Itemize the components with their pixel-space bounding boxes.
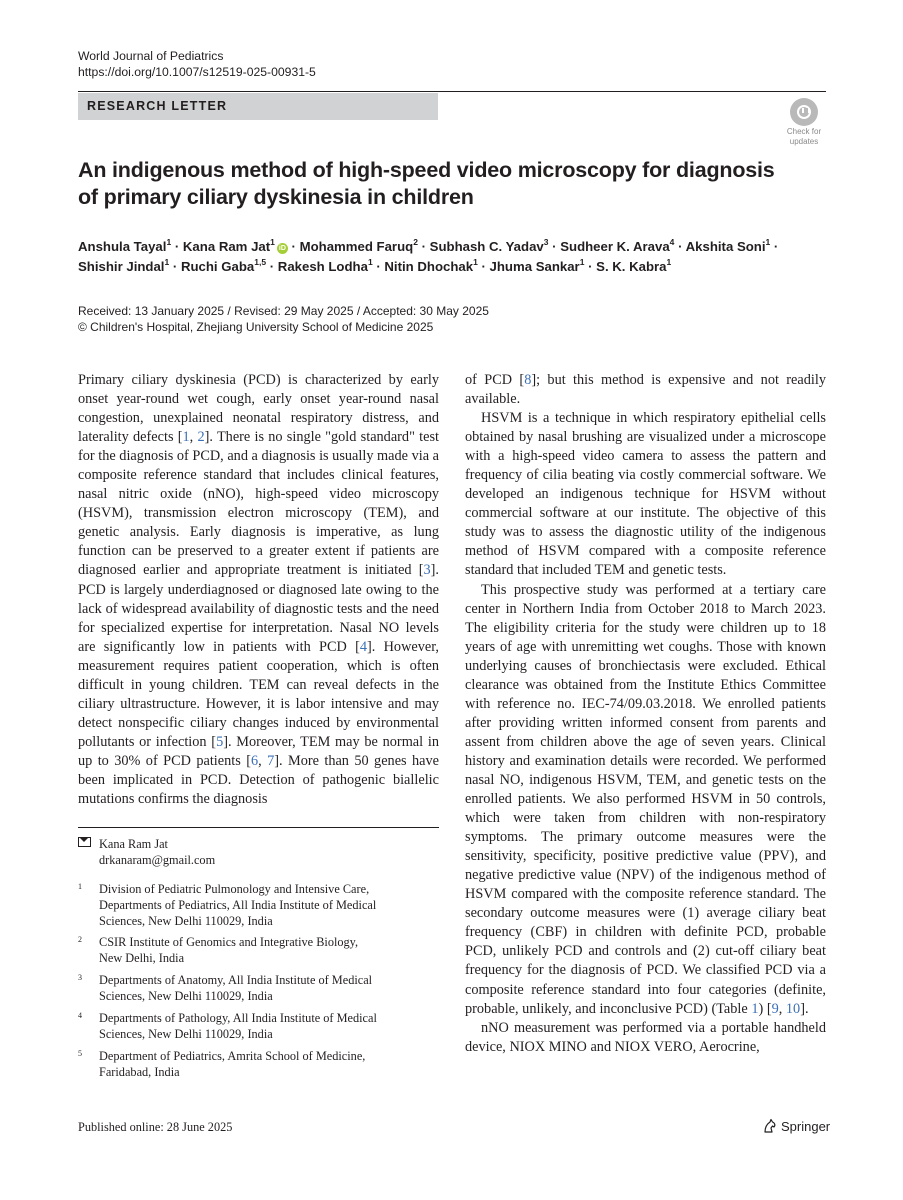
citation-link[interactable]: 1 — [751, 1000, 759, 1017]
author-12[interactable] — [596, 256, 672, 274]
citation-link[interactable]: 8 — [524, 372, 532, 388]
text-run: , — [189, 429, 198, 446]
affiliation-line: Departments of Anatomy, All India Institute of Medical — [99, 973, 373, 987]
author-name: Sudheer K. Arava — [560, 239, 670, 254]
author-affiliation-number: 1 — [166, 236, 172, 247]
citation-link[interactable]: 3 — [423, 562, 431, 579]
citation-link[interactable]: 10 — [785, 1000, 801, 1017]
text-run: This prospective study was performed at a tertiary care center in Northern India from October 2018 to March 2023. The eligibility criteria for the study were children up to 18 years of age with unremitting wet coughs. Those with known underlying causes of bronchiectasis were excluded. Ethical clearance was obtained from the Institute Ethics Committee with reference no. IEC-74/09.03.2018. We enrolled patients after providing written informed consent from parents and assent from children above the age of seven years. Clinical history and examination details were recorded. We performed nasal NO, indigenous HSVM, TEM, and genetic tests on the enrolled patients. We also performed HSVM in 50 controls, which were taken from children with non-respiratory symptoms. The primary outcome measures were the sensitivity, specificity, positive predictive value (PPV), and negative predictive value (NPV) of the indigenous method of HSVM compared with the composite reference standard. The secondary outcome measures were (1) average ciliary beat frequency (CBF) in children with definite PCD, probable PCD, unlikely PCD and controls and (2) cut-off ciliary beat frequency for the diagnosis of PCD. We classified PCD via a composite reference standard into four categories (definite, probable, unlikely, and inconclusive PCD) (Table — [465, 581, 826, 1017]
author-name: Mohammed Faruq — [299, 239, 414, 254]
journal-name: World Journal of Pediatrics — [78, 49, 224, 63]
affiliation-line: CSIR Institute of Genomics and Integrative Biology, — [99, 935, 359, 949]
citation-link[interactable]: 5 — [216, 733, 224, 750]
author-1[interactable] — [78, 236, 172, 254]
author-name: Jhuma Sankar — [489, 259, 580, 274]
author-affiliation-number: 2 — [413, 236, 418, 247]
affiliation-number: 2 — [78, 935, 82, 944]
doi-link[interactable]: https://doi.org/10.1007/s12519-025-00931-5 — [78, 65, 316, 79]
citation-link[interactable]: 7 — [267, 752, 275, 769]
article-dates — [78, 303, 489, 335]
author-name: Kana Ram Jat — [182, 239, 271, 254]
citation-link[interactable]: 4 — [359, 638, 367, 655]
text-run: ]. However, measurement requires patient cooperation, which is often difficult in young children. TEM can reveal defects in the ciliary ultrastructure. However, it is labor intensive and may detect nonspecific ciliary changes induced by environmental pollutants or infection [ — [78, 638, 440, 750]
author-name: Anshula Tayal — [78, 239, 167, 254]
text-run: , — [778, 1000, 786, 1017]
author-10[interactable] — [384, 256, 478, 274]
citation-link[interactable]: 1 — [182, 429, 190, 446]
body-paragraph — [465, 581, 826, 1019]
affiliation-4 — [78, 1010, 439, 1042]
author-list: Anshula Tayal$^1$ · Kana Ram Jat$^1$iD · Mohammed Faruq$^2$ · Subhash C. Yadav$^3$ · Sudheer K. Arava$^4$ · Akshita Soni$^1$ · Shishir Jindal$^1$ · Ruchi Gaba$^{1,5}$ · Rakesh Lodha$^1$ · Nitin Dhochak$^1$ · Jhuma Sankar$^1$ · S. K. Kabra$^1$ — [78, 236, 779, 274]
title-line-2: of primary ciliary dyskinesia in children — [78, 185, 474, 209]
journal-header — [78, 48, 316, 80]
author-affiliation-number: 1 — [579, 256, 585, 267]
affiliation-number: 4 — [78, 1011, 82, 1020]
author-6[interactable] — [685, 236, 771, 254]
affiliation-1 — [78, 881, 439, 929]
author-11[interactable] — [489, 256, 585, 274]
text-run: HSVM is a technique in which respiratory epithelial cells obtained by nasal brushing are visualized under a microscope with a high-speed video camera to assess the pattern and frequency of cilia beating via costly commercial software. We developed an indigenous technique for HSVM without commercial software at our institute. The objective of this study was to assess the diagnostic utility of the indigenous method of HSVM compared with a composite reference standard that included TEM and genetic tests. — [465, 410, 826, 579]
author-affiliation-number: 1 — [765, 236, 771, 247]
affiliation-line: Faridabad, India — [99, 1065, 180, 1079]
affiliation-3 — [78, 972, 439, 1004]
author-name: Akshita Soni — [685, 239, 766, 254]
affiliation-number: 5 — [78, 1049, 82, 1058]
published-date: Published online: 28 June 2025 — [78, 1120, 233, 1134]
affiliation-line: Division of Pediatric Pulmonology and Intensive Care, — [99, 882, 370, 896]
affiliation-5 — [78, 1048, 439, 1080]
text-run: ]. — [800, 1000, 809, 1017]
author-9[interactable] — [277, 256, 373, 274]
corresponding-author: Kana Ram Jat — [99, 837, 168, 851]
affiliation-line: Departments of Pathology, All India Institute of Medical — [99, 1011, 377, 1025]
text-run: nNO measurement was performed via a portable handheld device, NIOX MINO and NIOX VERO, Aerocrine, — [465, 1019, 826, 1055]
corresponding-email[interactable]: drkanaram@gmail.com — [99, 853, 216, 867]
publisher-logo — [762, 1118, 830, 1134]
author-name: Nitin Dhochak — [384, 259, 474, 274]
text-run: ]. PCD is largely underdiagnosed or diagnosed late owing to the lack of widespread availability of diagnostic tests and the need for specialized expertise for interpretation. Nasal NO levels are significantly low in patients with PCD [ — [78, 562, 439, 655]
affiliation-line: Sciences, New Delhi 110029, India — [99, 914, 273, 928]
author-affiliation-number: 1 — [666, 256, 672, 267]
author-affiliation-number: 1 — [367, 256, 373, 267]
author-name: S. K. Kabra — [596, 259, 667, 274]
body-paragraph — [465, 1019, 826, 1057]
affiliation-line: Department of Pediatrics, Amrita School of Medicine, — [99, 1049, 366, 1063]
text-run: ]. More than 50 genes have been implicated in PCD. Detection of pathogenic biallelic mutations confirms the diagnosis — [78, 752, 439, 808]
author-3[interactable] — [299, 236, 418, 254]
author-8[interactable] — [180, 256, 267, 274]
author-affiliation-number: 4 — [669, 236, 675, 247]
author-name: Shishir Jindal — [78, 259, 165, 274]
affiliation-number: 3 — [78, 973, 82, 982]
copyright: © Children's Hospital, Zhejiang University School of Medicine 2025 — [78, 320, 434, 334]
author-2[interactable] — [182, 236, 288, 254]
author-affiliation-number: 1 — [270, 236, 275, 247]
body-paragraph — [465, 409, 826, 580]
text-run: ) [ — [758, 1000, 772, 1017]
body-paragraph — [465, 371, 826, 409]
body-column-left — [78, 371, 439, 809]
text-run: Primary ciliary dyskinesia (PCD) is characterized by early onset year-round wet cough, early onset year-round nasal congestion, unexplained neonatal respiratory distress, and laterality defects [ — [78, 372, 439, 446]
author-affiliation-number: 1,5 — [254, 256, 267, 267]
text-run: , — [258, 752, 268, 769]
title-line-1: An indigenous method of high-speed video microscopy for diagnosis — [78, 158, 775, 182]
text-run: of PCD [ — [465, 372, 525, 388]
text-run: ]. There is no single "gold standard" test for the diagnosis of PCD, and a diagnosis is usually made via a composite reference standard that includes clinical features, nasal nitric oxide (nNO), high-speed video microscopy (HSVM), transmission electron microscopy (TEM), and genetic analysis. Early diagnosis is imperative, as lung function can be preserved to a greater extent if patients are diagnosed earlier and appropriate treatment is initiated [ — [78, 429, 440, 579]
check-label-2: updates — [789, 137, 819, 146]
correspondence — [78, 836, 215, 868]
author-4[interactable] — [429, 236, 549, 254]
author-name: Subhash C. Yadav — [429, 239, 544, 254]
body-column-right — [465, 371, 826, 1057]
orcid-icon[interactable]: iD — [278, 245, 286, 252]
affiliation-line: Sciences, New Delhi 110029, India — [99, 989, 273, 1003]
citation-link[interactable]: 9 — [771, 1000, 779, 1017]
footnote-rule — [78, 827, 439, 828]
affiliation-line: New Delhi, India — [99, 951, 185, 965]
affiliation-line: Departments of Pediatrics, All India Institute of Medical — [99, 898, 377, 912]
text-run: ]; but this method is expensive and not readily available. — [465, 372, 826, 408]
text-run: ]. Moreover, TEM may be normal in up to 30% of PCD patients [ — [78, 733, 439, 769]
article-title — [78, 157, 798, 211]
header-rule — [78, 91, 826, 92]
article-type-band — [78, 93, 438, 120]
author-name: Rakesh Lodha — [277, 259, 368, 274]
article-type: RESEARCH LETTER — [87, 99, 228, 113]
article-history: Received: 13 January 2025 / Revised: 29 May 2025 / Accepted: 30 May 2025 — [78, 304, 489, 318]
citation-link[interactable]: 6 — [250, 752, 259, 769]
affiliation-line: Sciences, New Delhi 110029, India — [99, 1027, 273, 1041]
check-for-updates-badge[interactable] — [782, 98, 826, 144]
affiliation-number: 1 — [78, 882, 82, 891]
publisher-name: Springer — [781, 1119, 831, 1134]
check-label-1: Check for — [786, 127, 822, 136]
envelope-icon — [78, 837, 91, 847]
author-7[interactable] — [78, 256, 170, 274]
check-for-updates-icon — [790, 98, 818, 126]
author-name: Ruchi Gaba — [180, 259, 255, 274]
affiliation-2 — [78, 934, 439, 966]
author-5[interactable] — [560, 236, 675, 254]
author-affiliation-number: 1 — [164, 256, 170, 267]
body-paragraph — [78, 371, 439, 809]
citation-link[interactable]: 2 — [197, 429, 205, 446]
author-affiliation-number: 3 — [543, 236, 549, 247]
author-affiliation-number: 1 — [473, 256, 478, 267]
springer-horse-icon — [762, 1118, 778, 1134]
